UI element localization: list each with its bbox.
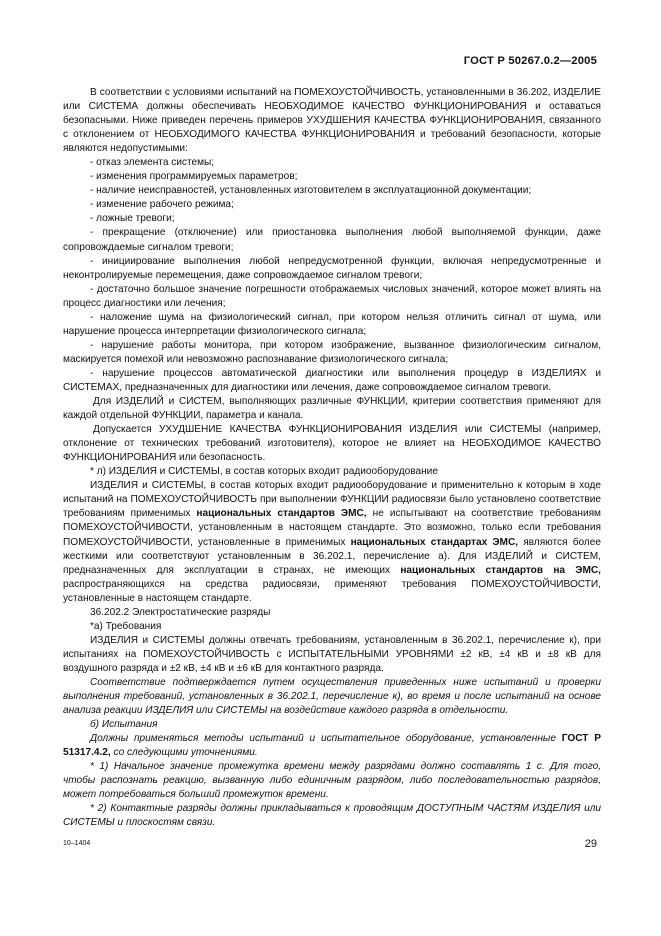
text-run: ИЗДЕЛИЯ и СИСТЕМЫ, в состав которых входит радиооборудование и применительно к которым в ходе испытаний на ПОМЕХОУСТОЙЧИВОСТЬ при выполнении ФУНКЦИИ радиосвязи было установлено соответствие требованиям применимых <box>63 480 601 520</box>
list-item: - прекращение (отключение) или приостановка выполнения любой выполняемой функции, даже сопровождаемые сигналом тревоги; <box>63 227 601 253</box>
text-run: не испытывают на соответствие требованиям ПОМЕХОУСТОЙЧИВОСТИ, установленным в настоящем стандарте. Это возможно, только если требования ПОМЕХОУСТОЙЧИВОСТИ, установленные в применимых <box>63 508 601 548</box>
italic-text: * 1) Начальное значение промежутка времени между разрядами должно составлять 1 с. Для того, чтобы распознать реакцию, вызванную либо единичным разрядом, либо последовательностью разрядов, может потребоваться больший промежуток времени. <box>63 761 601 801</box>
section-heading-esd: 36.202.2 Электростатические разряды <box>90 606 271 618</box>
bold-reference: ГОСТ Р 51317.4.2, <box>63 733 601 759</box>
paragraph-compliance <box>63 676 601 718</box>
subsection-heading-tests <box>63 718 601 732</box>
paragraph-radio <box>63 479 601 605</box>
subsection-heading-requirements: *а) Требования <box>90 620 162 632</box>
subsection-heading-radio: * л) ИЗДЕЛИЯ и СИСТЕМЫ, в состав которых входит радиооборудование <box>90 466 438 478</box>
list-item: - изменение рабочего режима; <box>90 199 234 211</box>
list-item: - изменения программируемых параметров; <box>90 171 298 183</box>
list-item: - наложение шума на физиологический сигнал, при котором нельзя отличить сигнал от шума, или нарушение процесса интерпретации физиологического сигнала; <box>63 311 601 337</box>
list-item: - ложные тревоги; <box>90 213 175 225</box>
document-body <box>63 86 601 830</box>
bold-reference: национальных стандартах ЭМС, <box>350 536 519 548</box>
page-number: 29 <box>584 838 597 850</box>
paragraph-degradation: Допускается УХУДШЕНИЕ КАЧЕСТВА ФУНКЦИОНИРОВАНИЯ ИЗДЕЛИЯ или СИСТЕМЫ (например, отклонение от технических требований изготовителя), которое не влияет на НЕОБХОДИМОЕ КАЧЕСТВО ФУНКЦИОНИРОВАНИЯ или безопасность. <box>63 424 601 464</box>
print-code: 10–1404 <box>63 840 91 847</box>
list-item: - нарушение процессов автоматической диагностики или выполнения процедур в ИЗДЕЛИЯХ и СИСТЕМАХ, предназначенных для диагностики или лечения, даже сопровождаемое сигналом тревоги. <box>63 367 601 393</box>
list-item: - наличие неисправностей, установленных изготовителем в эксплуатационной документации; <box>90 185 532 197</box>
standard-header: ГОСТ Р 50267.0.2—2005 <box>463 55 597 67</box>
italic-text: * 2) Контактные разряды должны прикладываться к проводящим ДОСТУПНЫМ ЧАСТЯМ ИЗДЕЛИЯ или СИСТЕМЫ и плоскостям связи. <box>63 803 601 829</box>
italic-text: со следующими уточнениями. <box>110 747 258 759</box>
list-item: - отказ элемента системы; <box>90 157 215 169</box>
italic-text: б) Испытания <box>90 719 158 731</box>
italic-text: Должны применяться методы испытаний и испытательное оборудование, установленные <box>90 733 562 745</box>
paragraph-requirements: ИЗДЕЛИЯ и СИСТЕМЫ должны отвечать требованиям, установленным в 36.202.1, перечисление к), при испытаниях на ПОМЕХОУСТОЙЧИВОСТЬ с ИСПЫТАТЕЛЬНЫМИ УРОВНЯМИ ±2 кВ, ±4 кВ и ±8 кВ для воздушного разряда и ±2 кВ, ±4 кВ и ±6 кВ для контактного разряда. <box>63 634 601 674</box>
paragraph-criteria: Для ИЗДЕЛИЙ и СИСТЕМ, выполняющих различные ФУНКЦИИ, критерии соответствия применяют для каждой отдельной ФУНКЦИИ, параметра и канала. <box>63 396 601 422</box>
paragraph-intro: В соответствии с условиями испытаний на ПОМЕХОУСТОЙЧИВОСТЬ, установленными в 36.202, ИЗДЕЛИЕ или СИСТЕМА должны обеспечивать НЕОБХОДИМОЕ КАЧЕСТВО ФУНКЦИОНИРОВАНИЯ и оставаться безопасными. Ниже приведен перечень примеров УХУДШЕНИЯ КАЧЕСТВА ФУНКЦИОНИРОВАНИЯ, связанного с отклонением от НЕОБХОДИМОГО КАЧЕСТВА ФУНКЦИОНИРОВАНИЯ и требований безопасности, которые являются недопустимыми: <box>63 87 601 155</box>
italic-text: Соответствие подтверждается путем осуществления приведенных ниже испытаний и проверки выполнения требований, установленных в 36.202.1, перечисление к), во время и после испытаний на основе анализа реакции ИЗДЕЛИЯ или СИСТЕМЫ на воздействие каждого разряда в отдельности. <box>63 676 601 717</box>
text-run: являются более жесткими или соответствуют установленным в 36.202.1, перечисление а). Для ИЗДЕЛИЙ и СИСТЕМ, предназначенных для эксплуатации в странах, не имеющих <box>63 536 601 576</box>
list-item: - достаточно большое значение погрешности отображаемых числовых значений, которое может влиять на процесс диагностики или лечения; <box>63 283 601 309</box>
list-item: - нарушение работы монитора, при котором изображение, вызванное физиологическим сигналом, маскируется помехой или невозможно распознавание физиологического сигнала; <box>63 339 601 365</box>
paragraph-test-methods <box>63 732 601 760</box>
bold-reference: национальных стандартов на ЭМС, <box>400 564 601 576</box>
text-run: распространяющихся на средства радиосвязи, применяют требования ПОМЕХОУСТОЙЧИВОСТИ, установленные в настоящем стандарте. <box>63 578 601 604</box>
paragraph-test-interval <box>63 760 601 802</box>
paragraph-contact-discharge <box>63 802 601 830</box>
bold-reference: национальных стандартов ЭМС, <box>196 508 367 520</box>
list-item: - инициирование выполнения любой непредусмотренной функции, включая непредусмотренные и неконтролируемые перемещения, даже сопровождаемое сигналом тревоги; <box>63 255 601 281</box>
